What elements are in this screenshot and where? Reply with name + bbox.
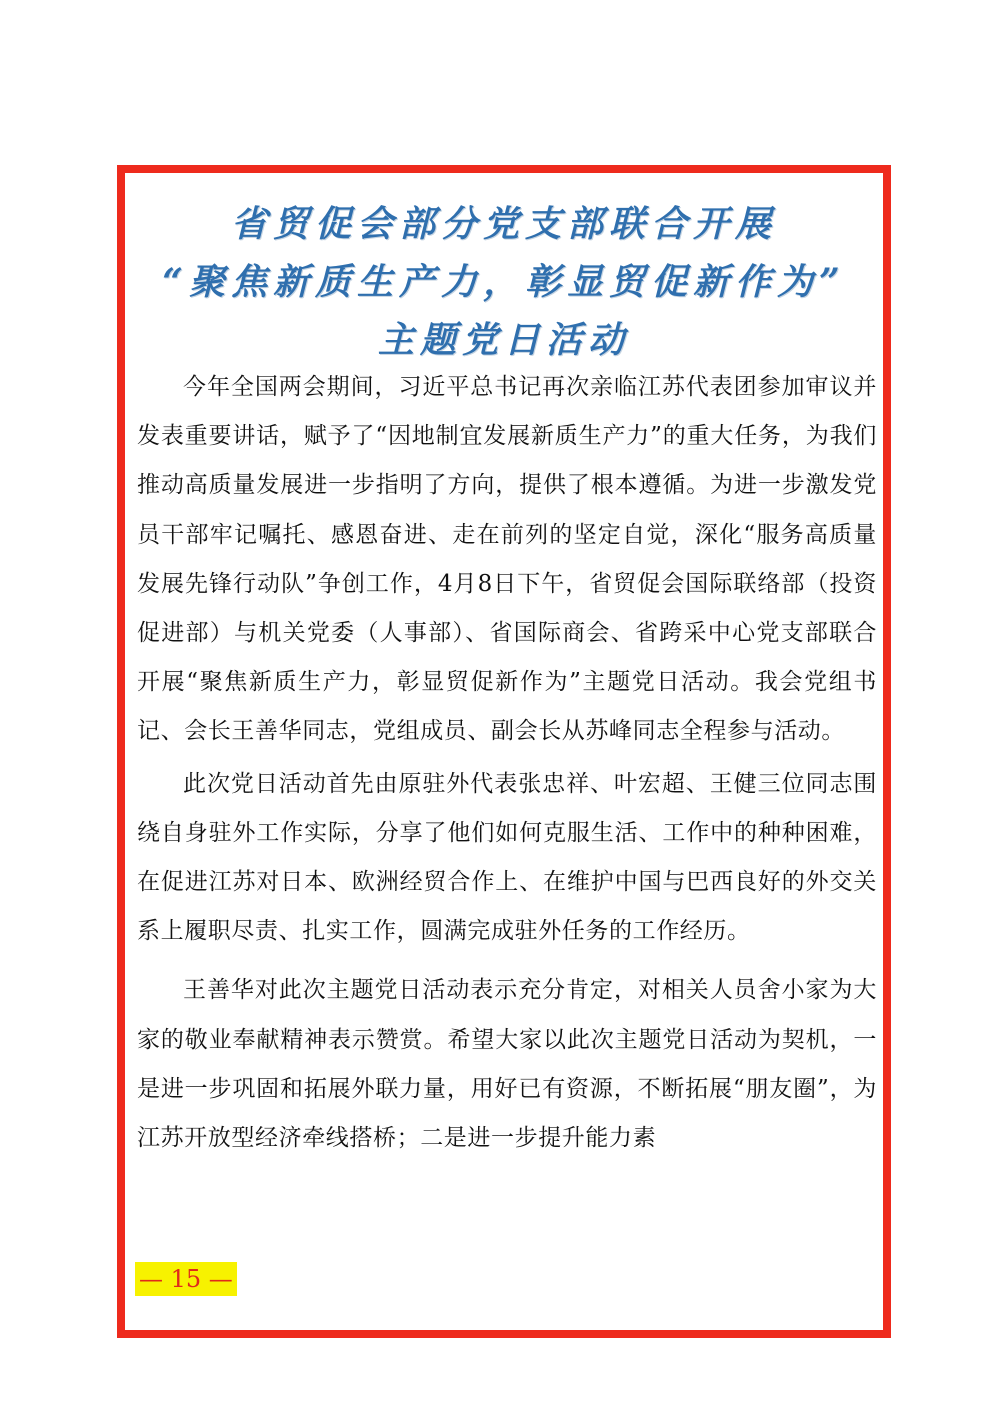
- page-number: — 15 —: [135, 1262, 237, 1296]
- paragraph-2: 此次党日活动首先由原驻外代表张忠祥、叶宏超、王健三位同志围绕自身驻外工作实际，分享了他们如何克服生活、工作中的种种困难，在促进江苏对日本、欧洲经贸合作上、在维护中国与巴西良好的外交关系上履职尽责、扎实工作，圆满完成驻外任务的工作经历。: [137, 770, 877, 945]
- article-title: [125, 195, 883, 369]
- paragraph-1: 今年全国两会期间，习近平总书记再次亲临江苏代表团参加审议并发表重要讲话，赋予了“因地制宜发展新质生产力”的重大任务，为我们推动高质量发展进一步指明了方向，提供了根本遵循。为进一步激发党员干部牢记嘱托、感恩奋进、走在前列的坚定自觉，深化“服务高质量发展先锋行动队”争创工作，4月8日下午，省贸促会国际联络部（投资促进部）与机关党委（人事部）、省国际商会、省跨采中心党支部联合开展“聚焦新质生产力，彰显贸促新作为”主题党日活动。我会党组书记、会长王善华同志，党组成员、副会长从苏峰同志全程参与活动。: [137, 374, 877, 745]
- page-frame: [117, 165, 891, 1338]
- title-line-1: 省贸促会部分党支部联合开展: [230, 203, 777, 245]
- title-line-2: “聚焦新质生产力，彰显贸促新作为”: [162, 261, 846, 303]
- paragraph-3: 王善华对此次主题党日活动表示充分肯定，对相关人员舍小家为大家的敬业奉献精神表示赞赏。希望大家以此次主题党日活动为契机，一是进一步巩固和拓展外联力量，用好已有资源，不断拓展“朋友圈”，为江苏开放型经济牵线搭桥；二是进一步提升能力素: [137, 977, 877, 1152]
- title-line-3: 主题党日活动: [377, 319, 630, 361]
- article-body: [137, 363, 877, 1163]
